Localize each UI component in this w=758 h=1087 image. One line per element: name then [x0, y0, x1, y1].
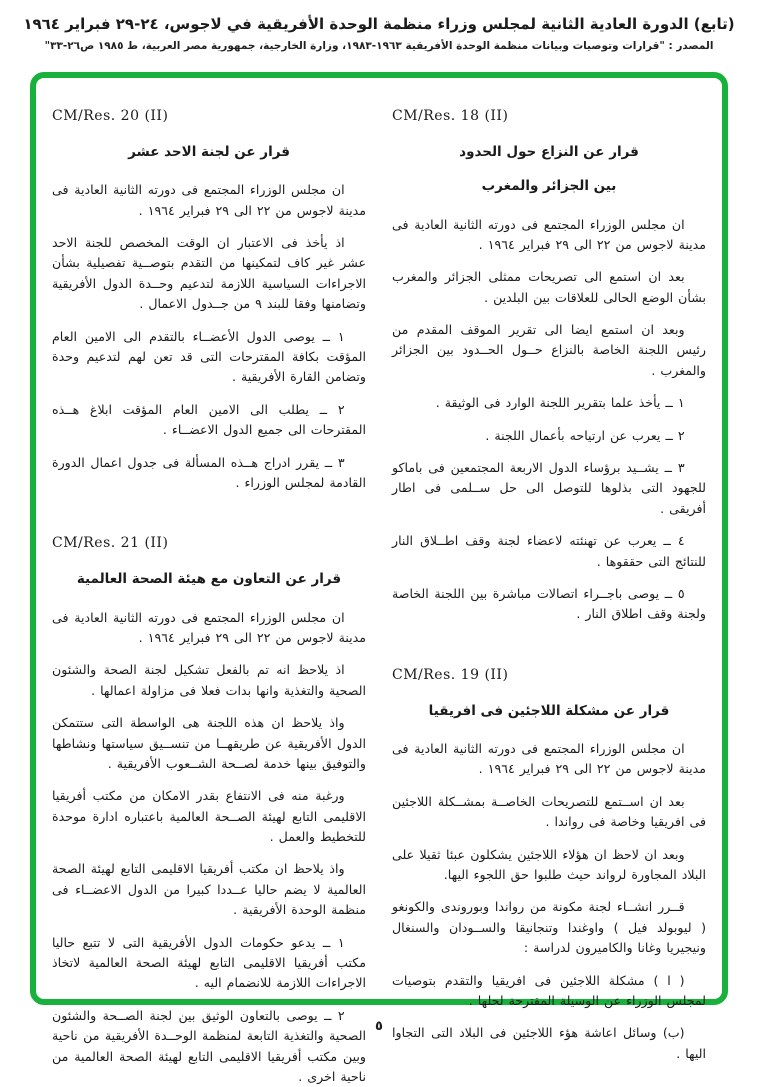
paragraph: اذ يأخذ فى الاعتبار ان الوقت المخصص للجنة الاحد عشر غير كاف لتمكينها من التقدم بتوصــية تفصيلية بشأن الاجراءات السياسية اللازمة لتدعيم وحــدة الدول الأفريقية وتضامنها وفقا للبند ٩ من جــدول الاعمال . [52, 235, 366, 312]
page-number: ٥ [375, 1019, 383, 1034]
paragraph: ان مجلس الوزراء المجتمع فى دورته الثانية العادية فى مدينة لاجوس من ٢٢ الى ٢٩ فبراير ١٩٦٤ . [392, 741, 706, 777]
paragraph: بعد ان استمع الى تصريحات ممثلى الجزائر والمغرب بشأن الوضع الحالى للعلاقات بين البلدين . [392, 269, 706, 305]
paragraph: ان مجلس الوزراء المجتمع فى دورته الثانية العادية فى مدينة لاجوس من ٢٢ الى ٢٩ فبراير ١٩٦٤ . [392, 216, 706, 252]
paragraph: ان مجلس الوزراء المجتمع فى دورته الثانية العادية فى مدينة لاجوس من ٢٢ الى ٢٩ فبراير ١٩٦٤ . [52, 609, 366, 645]
resolution-id: CM/Res. 18 (II) [392, 108, 509, 124]
document-title: (تابع) الدورة العادية الثانية لمجلس وزراء منظمة الوحدة الأفريقية في لاجوس، ٢٤-٢٩ فبراير ١٩٦٤ [23, 15, 735, 33]
paragraph: ١ ــ يدعو حكومات الدول الأفريقية التى لا تتبع حاليا مكتب أفريقيا الاقليمى التابع لهيئة الصحة العالمية لاتخاذ الاجراءات اللازمة للانضمام اليه . [52, 934, 366, 991]
resolution-heading: قرار عن لجنة الاحد عشر [128, 144, 290, 160]
paragraph: واذ يلاحظ ان هذه اللجنة هى الواسطة التى ستتمكن الدول الأفريقية عن طريقهــا من تنســيق سياستها ونشاطها والتوفيق بينها خدمة لصــحة الشــعوب الأفريقية . [52, 715, 366, 771]
paragraph: اذ يلاحظ انه تم بالفعل تشكيل لجنة الصحة والشئون الصحية والتغذية وانها بدات فعلا فى مزاولة اعمالها . [52, 662, 366, 698]
resolution-heading: قرار عن التعاون مع هيئة الصحة العالمية [76, 571, 342, 588]
resolution-id: CM/Res. 20 (II) [52, 108, 169, 124]
resolution-heading: قرار عن النزاع حول الحدود [459, 144, 639, 160]
resolution-heading: قرار عن مشكلة اللاجئين فى افريقيا [428, 702, 670, 719]
paragraph: ٢ ــ يطلب الى الامين العام المؤقت ابلاغ هــذه المقترحات الى جميع الدول الاعضــاء . [52, 401, 366, 438]
paragraph: بعد ان اســتمع للتصريحات الخاصــة بمشــكلة اللاجئين فى افريقيا وخاصة فى رواندا . [392, 793, 706, 830]
paragraph: ٢ ــ يعرب عن ارتياحه بأعمال اللجنة . [485, 427, 685, 443]
green-border-frame [30, 72, 728, 1084]
paragraph: وبعد ان لاحظ ان هؤلاء اللاجئين يشكلون عبئا ثقيلا على البلاد المجاورة لرواند حيث طلبوا حق اللجوء اليها. [392, 846, 706, 882]
resolution-section-cm-res-21 [52, 535, 366, 1087]
resolution-section-cm-res-20 [52, 108, 366, 493]
resolution-id: CM/Res. 19 (II) [392, 666, 509, 683]
paragraph: قــرر انشــاء لجنة مكونة من رواندا وبوروندى والكونغو ( ليوبولد فيل ) واوغندا وتنجانيقا والســودان والسنغال ونيجيريا وغانا والكاميرون لدراسة : [392, 899, 706, 956]
paragraph: واذ يلاحظ ان مكتب أفريقيا الاقليمى التابع لهيئة الصحة العالمية لا يضم حاليا عــددا كبيرا من الدول الاعضــاء فى منظمة الوحدة الأفريقية . [52, 861, 366, 918]
paragraph: ١ ــ يوصى الدول الأعضــاء بالتقدم الى الامين العام المؤقت بكافة المقترحات التى قد تعن لهم لتدعيم وحدة وتضامن القارة الأفريقية . [52, 328, 366, 385]
paragraph: ( ا ) مشكلة اللاجئين فى افريقيا والتقدم بتوصيات لمجلس الوزراء عن الوسيلة المقترحة لحلها . [392, 972, 706, 1008]
paragraph: (ب) وسائل اعاشة هؤء اللاجئين فى البلاد التى التجاوا اليها . [392, 1025, 706, 1061]
page-header [0, 0, 758, 52]
paragraph: ٤ ــ يعرب عن تهنئته لاعضاء لجنة وقف اطــلاق النار للنتائج التى حققوها . [392, 533, 706, 569]
resolution-heading-line2: بين الجزائر والمغرب [481, 178, 617, 195]
paragraph: ٥ ــ يوصى باجــراء اتصالات مباشرة بين اللجنة الخاصة ولجنة وقف اطلاق النار . [392, 585, 706, 622]
two-column-layout [52, 102, 706, 1084]
paragraph: ٣ ــ يشــيد برؤساء الدول الاربعة المجتمعين فى باماكو للجهود التى بذلوها للتوصل الى حل ســلمى فى اطار أفريقى . [392, 460, 706, 516]
paragraph: وبعد ان استمع ايضا الى تقرير الموقف المقدم من رئيس اللجنة الخاصة بالنزاع حــول الحــدود بين الجزائر والمغرب . [392, 322, 706, 378]
paragraph: ٣ ــ يقرر ادراج هــذه المسألة فى جدول اعمال الدورة القادمة لمجلس الوزراء . [52, 454, 366, 490]
column-left [52, 102, 366, 1084]
paragraph: ٢ ــ يوصى بالتعاون الوثيق بين لجنة الصــحة والشئون الصحية والتغذية التابعة لمنظمة الوحــدة الأفريقية من ناحية وبين مكتب أفريقيا الاقليمى التابع لهيئة الصحة العالمية من ناحية اخرى . [52, 1007, 366, 1084]
paragraph: ١ ــ يأخذ علما بتقرير اللجنة الوارد فى الوثيقة . [435, 395, 685, 411]
paragraph: ان مجلس الوزراء المجتمع فى دورته الثانية العادية فى مدينة لاجوس من ٢٢ الى ٢٩ فبراير ١٩٦٤ . [52, 182, 366, 218]
paragraph: ورغبة منه فى الانتفاع بقدر الامكان من مكتب أفريقيا الاقليمى التابع لهيئة الصــحة العالمية باعتباره ادارة موحدة للتخطيط والعمل . [52, 788, 366, 845]
resolution-section-cm-res-18 [392, 108, 706, 625]
resolution-section-cm-res-19 [392, 667, 706, 1064]
column-right [392, 102, 706, 1061]
resolution-id: CM/Res. 21 (II) [52, 535, 169, 552]
source-line: المصدر : "قرارات وتوصيات وبيانات منظمة الوحدة الأفريقية ١٩٦٣-١٩٨٣، وزارة الخارجية، جمهورية مصر العربية، ط ١٩٨٥ ص٢٦-٣٣" [44, 40, 714, 52]
